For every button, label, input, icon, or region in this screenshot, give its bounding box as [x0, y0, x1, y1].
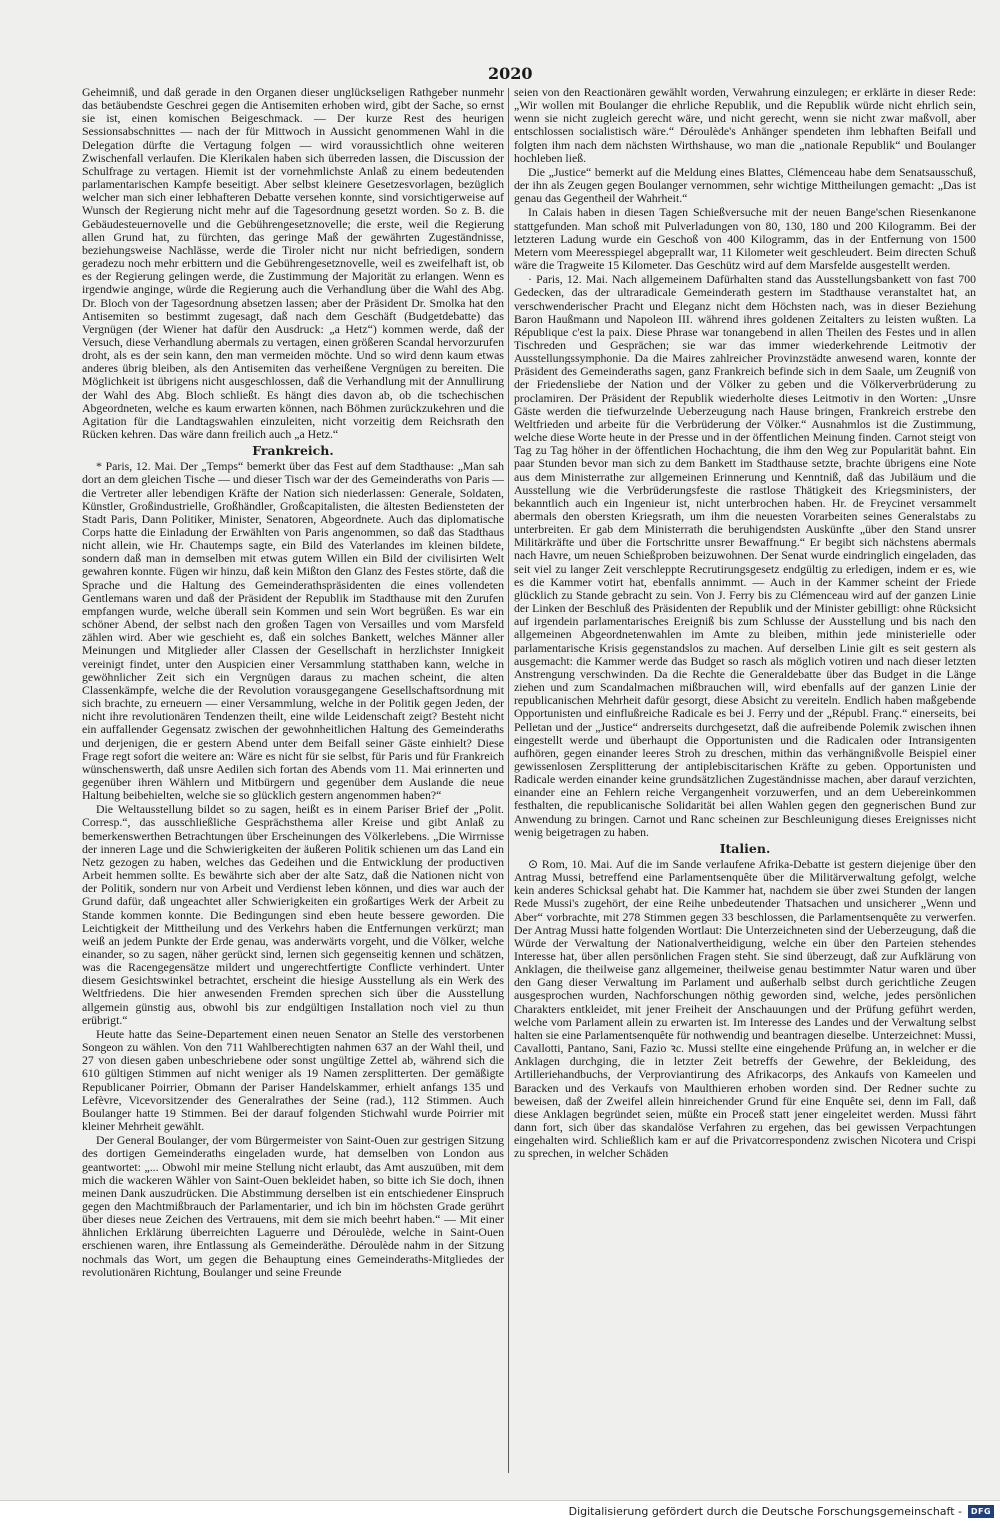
left-paragraph: * Paris, 12. Mai. Der „Temps“ bemerkt über das Fest auf dem Stadthause: „Man sah dort an dem gleichen Tische — und dieser Tisch war der des Gemeinderaths von Paris — die Vertreter aller lebendigen Kräfte der Nation sich niederlassen: Generale, Soldaten, Künstler, Großindustrielle, Großhändler, Großcapitalisten, die ältesten Bediensteten der Stadt Paris, Dann Politiker, Minister, Senatoren, Abgeordnete. Auch das diplomatische Corps hatte die Einladung der Erwählten von Paris angenommen, so daß das Stadthaus nicht allein, wie Hr. Chautemps sagte, ein Bild des Vaterlandes im kleinen bildete, sondern daß man in demselben mit etwas gutem Willen ein Bild der civilisirten Welt gewahren konnte. Fügen wir hinzu, daß kein Mißton den Glanz des Festes störte, daß die Sprache und die Haltung des Gemeinderathspräsidenten die eines vollendeten Gentlemans waren und daß der Präsident der Republik im Stadthause mit den Zurufen empfangen wurde, welche überall sein Kommen und sein Wort begrüßen. Es war ein schöner Abend, der selbst nach den großen Tagen von Versailles und vom Marsfeld zählen wird. Aber wie geschieht es, daß ein solches Bankett, welches Männer aller Meinungen und Mitglieder aller Classen der Gesellschaft in herzlichster Innigkeit vereinigt findet, unter den Auspicien einer Versammlung statthaben kann, welche in gewöhnlicher Zeit sich ein Vergnügen daraus zu machen scheint, die alten Classenkämpfe, welche die der Revolution vorausgegangene Gesellschaftsordnung mit sich brachte, zu erneuern — einer Versammlung, welche in der Politik gegen Jeden, der nicht ihre revolutionären Tendenzen theilt, eine wilde Leidenschaft zeigt? Besteht nicht ein auffallender Gegensatz zwischen der gewohnheitlichen Haltung des Gemeinderaths und derjenigen, die er gestern Abend unter dem Beifall seiner Gäste einhielt? Diese Frage regt sofort die weitere an: Wäre es nicht für sie selbst, für Paris und für Frankreich wünschenswerth, daß unsre Aedilen sich fortan des Abends vom 11. Mai erinnerten und gegenüber ihren Wählern und Mitbürgern und gegenüber dem Auslande die neue Haltung beibehielten, welche sie so glücklich gestern angenommen haben?“ — [82, 459, 504, 803]
dfg-logo: DFG — [968, 1505, 994, 1518]
left-paragraph: Die Weltausstellung bildet so zu sagen, heißt es in einem Pariser Brief der „Polit. Corresp.“, das ausschließliche Gesprächsthema aller Kreise und gibt Anlaß zu bemerkenswerthen Betrachtungen über Erscheinungen des Völkerlebens. „Die Wirrnisse der inneren Lage und die Schwierigkeiten der äußeren Politik schienen um das Land ein Netz gezogen zu haben, welches das Gedeihen und die Entwicklung der productiven Arbeit hemmen sollte. Es bewährte sich aber der alte Satz, daß die Nationen nicht von der Politik, sondern nur von Arbeit und Verdienst leben können, und dies war auch der Grund dafür, daß ungeachtet aller Schwierigkeiten ein großartiges Werk der Arbeit zu Stande kommen konnte. Die Bedingungen sind eben heute bessere geworden. Die Leichtigkeit der Mittheilung und des Verkehrs haben die Entfernungen verkürzt; man weiß an jedem Punkte der Erde genau, was anderwärts vorgeht, und die Völker, welche einander, so zu sagen, näher gerückt sind, lernen sich gegenseitig kennen und schätzen, was die Racengegensätze mildert und ungerechtfertigte Conflicte verhindert. Unter diesem Gesichtswinkel betrachtet, erscheint die hiesige Ausstellung als ein Werk des Weltfriedens. Die hier anwesenden Fremden sprechen sich über die Ausstellung allgemein günstig aus, obwohl bis zur endgültigen Installation noch viel zu thun erübrigt.“ — [82, 802, 504, 1027]
page-number: 2020 — [488, 64, 533, 83]
right-column — [514, 86, 976, 1476]
funding-notice: Digitalisierung gefördert durch die Deutsche Forschungsgemeinschaft - — [568, 1505, 962, 1518]
right-section-heading: Italien. — [719, 840, 771, 856]
right-paragraph: Die „Justice“ bemerkt auf die Meldung eines Blattes, Clémenceau habe dem Senatsausschuß, der ihn als Zeugen gegen Boulanger vernommen, sehr wichtige Mittheilungen gemacht: „Das ist genau das Gegentheil der Wahrheit.“ — [514, 164, 976, 206]
column-divider — [508, 88, 509, 1473]
right-paragraph: ⊙ Rom, 10. Mai. Auf die im Sande verlaufene Afrika-Debatte ist gestern diejenige über den Antrag Mussi, betreffend eine Parlamentsenquête über die Militärverwaltung gefolgt, welche kein anderes Schicksal gehabt hat. Die Kammer hat, nachdem sie über zwei Stunden der langen Rede Mussi's zugehört, der eine Reihe unbedeutender Thatsachen und unsicherer „Wenn und Aber“ vorbrachte, mit 278 Stimmen gegen 33 beschlossen, die Parlamentsenquête zu verwerfen. Der Antrag Mussi hatte folgenden Wortlaut: Die Unterzeichneten sind der Ueberzeugung, daß die Würde der Verwaltung der Nationalvertheidigung, welche ein über den Parteien stehendes Interesse hat, über allen persönlichen Fragen steht. Sie sind überzeugt, daß zur Aufklärung von Anklagen, die theilweise ganz allgemeiner, theilweise genau bestimmter Natur waren und über den Gang dieser Verwaltung im Parlament und außerhalb selbst durch gerichtliche Zeugen ausgesprochen wurden, Nachforschungen nöthig geworden sind, welche, jedes persönlichen Charakters entkleidet, mit jener Freiheit der Anschauungen und der Prüfung geführt werden, welche vom Parlament allein zu erwarten ist. Im Interesse des Landes und der Verwaltung selbst halten sie eine Parlamentsenquête für nothwendig und beantragen dieselbe. Unterzeichnet: Mussi, Cavallotti, Pantano, Sani, Fazio ꝛc. Mussi stellte eine eingehende Prüfung an, in welcher er die Anklagen durchging, die in letzter Zeit betreffs der Gewehre, der Bekleidung, des Artilleriehandbuchs, der Verproviantirung des Afrikacorps, des Ankaufs von Kameelen und Baracken und des Verkaufs von Maulthieren erhoben worden sind. Der Redner suchte zu beweisen, daß der Zweifel allein hinreichender Grund für eine Enquête sei, denn im Fall, daß diese Anklagen begründet seien, müßte ein Proceß statt jener eingeleitet werden. Mussi fährt dann fort, sich über das skandalöse Verfahren zu ergehen, das bei gewissen Verpachtungen eingehalten wird. Schließlich kam er auf die Privatcorrespondenz zwischen Nicotera und Crispi zu sprechen, in welcher Schäden — [514, 856, 976, 1161]
left-paragraph: Der General Boulanger, der vom Bürgermeister von Saint-Ouen zur gestrigen Sitzung des dortigen Gemeinderaths eingeladen wurde, hat demselben von London aus geantwortet: „... Obwohl mir meine Stellung nicht erlaubt, das Amt auszuüben, mit dem mich die wackeren Wähler von Saint-Ouen bekleidet haben, so bitte ich Sie doch, ihnen meinen Dank auszudrücken. Die Abstimmung derselben ist ein entschiedener Einspruch gegen den Machtmißbrauch der Parlamentarier, und ich bin im höchsten Grade gerührt über dieses neue Zeichen des Vertrauens, mit dem sie mich beehrt haben.“ — Mit einer ähnlichen Erklärung überreichten Laguerre und Déroulède, welche in Saint-Ouen erschienen waren, ihre Entlassung als Gemeinderäthe. Déroulède nahm in der Sitzung nochmals das Wort, um gegen die Behauptung eines Gemeinderaths-Mitgliedes der revolutionären Richtung, Boulanger und seine Freunde — [82, 1133, 504, 1279]
left-paragraph: Heute hatte das Seine-Departement einen neuen Senator an Stelle des verstorbenen Songeon zu wählen. Von den 711 Wahlberechtigten nahmen 637 an der Wahl theil, und 27 von diesen gaben unbeschriebene oder sonst ungültige Zettel ab, während sich die 610 gültigen Stimmen auf nicht weniger als 19 Namen zersplitterten. Der gemäßigte Republicaner Poirrier, Obmann der Pariser Handelskammer, erhielt anfangs 135 und Lefèvre, Vicevorsitzender des Generalrathes der Seine (rad.), 112 Stimmen. Auch Boulanger hatte 19 Stimmen. Bei der darauf folgenden Stichwahl wurde Poirrier mit kleiner Mehrheit gewählt. — [82, 1026, 504, 1134]
right-paragraph: In Calais haben in diesen Tagen Schießversuche mit der neuen Bange'schen Riesenkanone stattgefunden. Man schoß mit Pulverladungen von 80, 130, 180 und 200 Kilogramm. Bei der letzteren Ladung wurde ein Geschoß von 400 Kilogramm, das in der Entfernung von 1500 Metern vom Meeresspiegel abgeprallt war, 11 Kilometer weit geschleudert. Beim directen Schuß wäre die Tragweite 15 Kilometer. Das Geschütz wird auf dem Marsfelde ausgestellt werden. — [514, 205, 976, 273]
footer-bar — [0, 1500, 1000, 1523]
right-paragraph: · Paris, 12. Mai. Nach allgemeinem Dafürhalten stand das Ausstellungsbankett von fast 700 Gedecken, das der ultraradicale Gemeinderath gestern im Stadthause veranstaltet hat, an verschwenderischer Pracht und Eleganz nicht dem Höchsten nach, was in dieser Beziehung Baron Haußmann und Napoleon III. während ihres goldenen Zeitalters zu leisten wußten. La République c'est la paix. Diese Phrase war tonangebend in allen Theilen des Festes und in allen Tischreden und Gesprächen; sie war das immer wiederkehrende Leitmotiv der Ausstellungssymphonie. Da die Maires zahlreicher Provinzstädte anwesend waren, konnte der Präsident des Gemeinderaths sagen, ganz Frankreich befinde sich in dem Saale, um Zeugniß von der Friedensliebe der Nation und der Völker zu geben und die Völkerverbrüderung zu proclamiren. Der Präsident der Republik wiederholte dieses Leitmotiv in den Worten: „Unsre Gäste werden die tiefwurzelnde Ueberzeugung nach Hause bringen, Frankreich erstrebe den Weltfrieden und arbeite für die Verbrüderung der Völker.“ Ausnahmlos ist die Zustimmung, welche diese Worte heute in der Presse und in der öffentlichen Meinung finden. Carnot steigt von Tag zu Tag höher in der öffentlichen Hochachtung, die ihm den Weg zur Popularität bahnt. Ein paar Stunden bevor man sich zu dem Bankett im Stadthause setzte, brachte übrigens eine Note aus dem Ministerrathe zur allgemeinen Erinnerung und Kenntniß, daß das Jubiläum und die Ausstellung wie die Verbrüderungsfeste die rastlose Thätigkeit des Kriegsministers, der bekanntlich auch ein Ingenieur ist, nicht unterbrochen haben. Hr. de Freycinet versammelt abermals den obersten Kriegsrath, um ihm die neuesten Vorarbeiten seines Generalstabs zu unterbreiten. Er gab dem Ministerrath die beruhigendsten Auskünfte „über den Stand unsrer Militärkräfte und über die Fortschritte unsrer Bewaffnung.“ Er begibt sich nächstens abermals nach Havre, um neuen Schießproben beizuwohnen. Der Senat wurde eindringlich eingeladen, das seit viel zu langer Zeit verschleppte Recrutirungsgesetz endgültig zu erledigen, indem er es, wie es die Kammer votirt hat, ebenfalls annimmt. — Auch in der Kammer scheint der Friede glücklich zu Stande gebracht zu sein. Von J. Ferry bis zu Clémenceau wird auf der ganzen Linie der Linken der Beschluß des Präsidenten der Republik und der Minister gebilligt: ohne Rücksicht auf irgendein parlamentarisches Ereigniß bis zum Schlusse der Ausstellung und bis nach den allgemeinen Abgeordnetenwahlen im Amte zu bleiben, mithin jede ministerielle oder parlamentarische Krisis gegenstandslos zu machen. Auf derselben Linie gilt es seit gestern als ausgemacht: die Kammer werde das Budget so rasch als möglich votiren und nach dieser letzten Anstrengung verschwinden. Da die Rechte die Generaldebatte über das Budget in die Länge ziehen und zum Scandalmachen mißbrauchen will, wird ebenfalls auf der ganzen Linie der republicanischen Mehrheit dafür gesorgt, diese Absicht zu vereiteln. Endlich haben maßgebende Opportunisten und einflußreiche Radicale es bei J. Ferry und der „Républ. Franç.“ einerseits, bei Pelletan und der „Justice“ andrerseits durchgesetzt, daß die aufreibende Polemik zwischen ihnen eingestellt werde und überhaupt die Opportunisten und die Radicalen oder Intransigenten aufhören, gegen einander leeres Stroh zu dreschen, mithin das verhängnißvolle Beispiel einer gewissenlosen Zersplitterung der antiplebiscitarischen Kräfte zu geben. Opportunisten und Radicale werden einander keine grundsätzlichen Zugeständnisse machen, aber darauf verzichten, einander eine an Fehlern reiche Vergangenheit vorzuwerfen, und an dem Uebereinkommen festhalten, die republicanische Solidarität bei allen Wahlen gegen den gegnerischen Bund zur Anwendung zu bringen. Carnot und Ranc scheinen zur Beschleunigung dieses Ereignisses nicht wenig beigetragen zu haben. — [514, 272, 976, 839]
left-section-heading: Frankreich. — [252, 443, 334, 459]
left-column — [82, 86, 504, 1476]
right-paragraph: seien von den Reactionären gewählt worden, Verwahrung einzulegen; er erklärte in dieser Rede: „Wir wollen mit Boulanger die ehrliche Republik, und die Republik würde nicht ehrlich sein, wenn sie nicht zugleich gerecht wäre, und nicht gerecht, wenn sie nicht zwar maßvoll, aber entschlossen socialistisch wäre.“ Déroulède's Anhänger spendeten ihm lebhaften Beifall und folgten ihm nach dem nächsten Wirthshause, wo man die „nationale Republik“ und Boulanger hochleben ließ. — [514, 86, 976, 165]
left-paragraph: Geheimniß, und daß gerade in den Organen dieser unglückseligen Rathgeber nunmehr das betäubendste Geschrei gegen die Antisemiten erhoben wird, gibt der Sache, so ernst sie ist, einen komischen Beigeschmack. — Der kurze Rest des heurigen Sessionsabschnittes — nach der für Mittwoch in Aussicht genommenen Wahl in die Delegation dürfte die Vertagung folgen — wird voraussichtlich ohne weiteren Zwischenfall verlaufen. Die Klerikalen haben sich überreden lassen, die Discussion der Schulfrage zu vertagen. Hiemit ist der vornehmlichste Anlaß zu einem bedeutenden parlamentarischen Kampfe beseitigt. Aber selbst kleinere Gesetzesvorlagen, bezüglich welcher man sich einer lebhafteren Debatte versehen konnte, sind vorsichtigerweise auf Wunsch der Regierung nicht mehr auf die Tagesordnung gesetzt worden. So z. B. die Gebäudesteuernovelle und die Gebührengesetznovelle; die erste, weil die Regierung allen Grund hat, zu fürchten, das geringe Maß der gewährten Zugeständnisse, beziehungsweise Nachlässe, werde die Tiroler nicht nur nicht befriedigen, sondern geradezu noch mehr erbittern und die Gebührengesetznovelle, weil es zweifelhaft ist, ob es der Regierung gelingen werde, die Zustimmung der Majorität zu erlangen. Wenn es irgendwie anginge, würde die Regierung auch die Verhandlung über die Wahl des Abg. Dr. Bloch von der Tagesordnung absetzen lassen; aber der Präsident Dr. Smolka hat den Antisemiten so bestimmt zugesagt, daß nach dem Geschäft (Budgetdebatte) das Vergnügen (der Wiener hat dafür den Ausdruck: „a Hetz“) kommen werde, daß der Versuch, diese Verhandlung abermals zu vertagen, einen größeren Scandal hervorzurufen droht, als es der sein kann, den man vermeiden möchte. Und so wird denn kaum etwas anderes übrig bleiben, als den Antisemiten das verheißene Vergnügen zu bereiten. Die Möglichkeit ist übrigens nicht ausgeschlossen, daß die Verhandlung mit der Annullirung der Wahl des Abg. Bloch schließt. Es hängt dies davon ab, ob die tschechischen Abgeordneten, welche es kaum erwarten können, nach Böhmen zurückzukehren und die Agitation für die Landtagswahlen einzuleiten, nicht vorzeitig dem Reichsrath den Rücken kehren. Das wäre dann freilich auch „a Hetz.“ — [82, 86, 504, 442]
